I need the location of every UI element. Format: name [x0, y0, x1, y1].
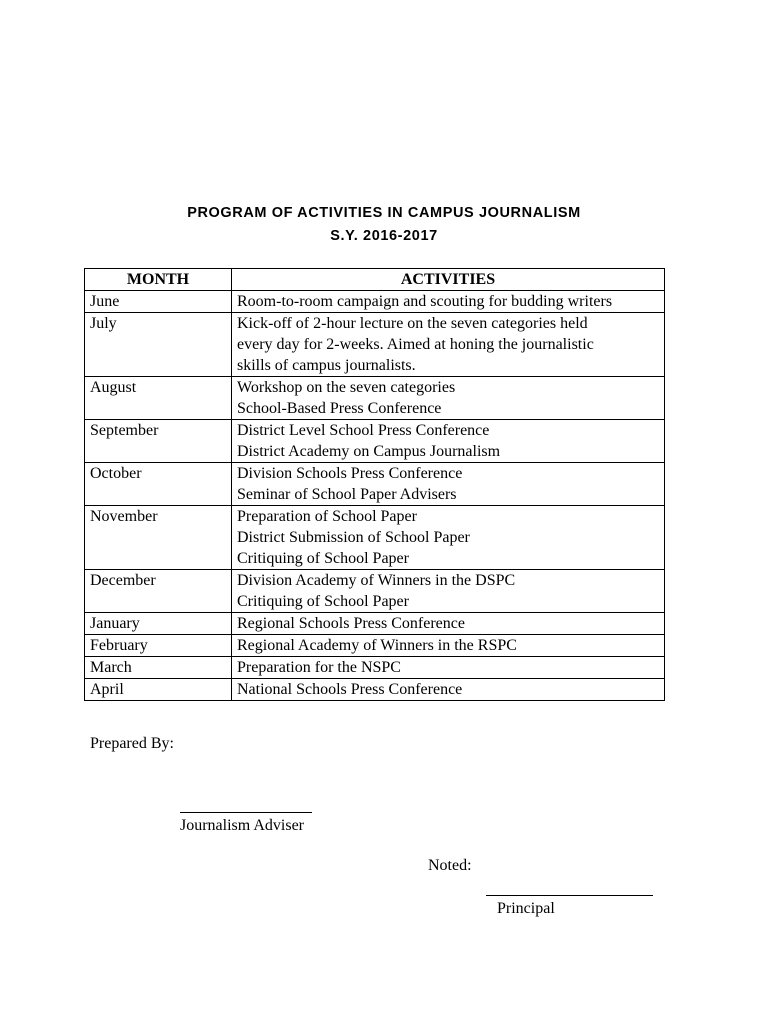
adviser-signature-line [180, 812, 312, 813]
table-row [85, 613, 665, 635]
document-title: PROGRAM OF ACTIVITIES IN CAMPUS JOURNALISM [187, 205, 581, 221]
month-cell: March [85, 657, 232, 679]
table-body [85, 291, 665, 701]
month-cell: April [85, 679, 232, 701]
activity-line: Preparation for the NSPC [237, 659, 401, 676]
activities-cell [232, 657, 665, 679]
noted-label: Noted: [428, 857, 472, 874]
activity-line: District Submission of School Paper [237, 529, 470, 546]
table-row [85, 570, 665, 613]
month-cell: January [85, 613, 232, 635]
table-header-row [85, 269, 665, 291]
table-row [85, 313, 665, 377]
month-column-header: MONTH [85, 269, 232, 291]
table-row [85, 377, 665, 420]
prepared-by-label: Prepared By: [90, 735, 174, 752]
table-row [85, 463, 665, 506]
school-year: S.Y. 2016-2017 [330, 228, 438, 244]
month-cell: August [85, 377, 232, 420]
activities-cell [232, 679, 665, 701]
month-cell: July [85, 313, 232, 377]
month-cell: October [85, 463, 232, 506]
activity-line: Seminar of School Paper Advisers [237, 486, 457, 503]
adviser-title: Journalism Adviser [180, 817, 304, 834]
activity-line: Regional Academy of Winners in the RSPC [237, 637, 517, 654]
activities-cell [232, 613, 665, 635]
activity-line: Division Schools Press Conference [237, 465, 463, 482]
activities-cell [232, 463, 665, 506]
activity-line: School-Based Press Conference [237, 400, 442, 417]
activities-cell [232, 420, 665, 463]
activity-line: Kick-off of 2-hour lecture on the seven categories held [237, 315, 588, 332]
principal-signature-line [486, 895, 653, 896]
activities-cell [232, 377, 665, 420]
table-row [85, 657, 665, 679]
activities-table [84, 268, 665, 701]
activities-cell [232, 291, 665, 313]
activities-cell [232, 635, 665, 657]
table-row [85, 679, 665, 701]
month-cell: June [85, 291, 232, 313]
table-row [85, 420, 665, 463]
table-row [85, 291, 665, 313]
principal-title: Principal [497, 900, 555, 917]
activity-line: Room-to-room campaign and scouting for budding writers [237, 293, 613, 310]
activities-cell [232, 313, 665, 377]
activity-line: Preparation of School Paper [237, 508, 417, 525]
month-cell: September [85, 420, 232, 463]
activities-cell [232, 570, 665, 613]
activities-cell [232, 506, 665, 570]
month-cell: February [85, 635, 232, 657]
activity-line: District Academy on Campus Journalism [237, 443, 501, 460]
table-row [85, 506, 665, 570]
month-cell: November [85, 506, 232, 570]
activity-line: National Schools Press Conference [237, 681, 463, 698]
activity-line: Division Academy of Winners in the DSPC [237, 572, 516, 589]
month-cell: December [85, 570, 232, 613]
activity-line: Critiquing of School Paper [237, 593, 409, 610]
activities-column-header: ACTIVITIES [232, 269, 665, 291]
activity-line: Critiquing of School Paper [237, 550, 409, 567]
activity-line: Workshop on the seven categories [237, 379, 456, 396]
activity-line: every day for 2-weeks. Aimed at honing the journalistic [237, 336, 594, 353]
activity-line: Regional Schools Press Conference [237, 615, 465, 632]
activity-line: District Level School Press Conference [237, 422, 490, 439]
activity-line: skills of campus journalists. [237, 357, 416, 374]
table-row [85, 635, 665, 657]
